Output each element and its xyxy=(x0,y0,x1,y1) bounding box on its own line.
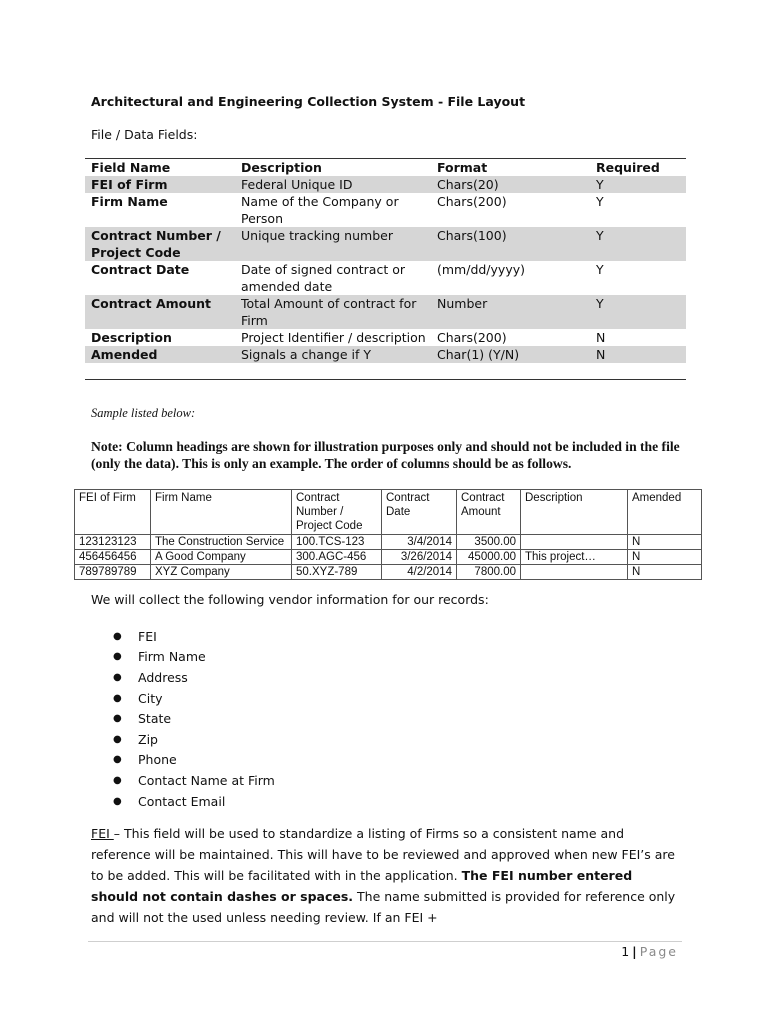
table-row xyxy=(75,565,702,580)
fei-paragraph xyxy=(91,823,681,928)
sample-amended: N xyxy=(628,535,702,550)
field-name: Description xyxy=(91,330,172,345)
note-paragraph: Note: Column headings are shown for illustration purposes only and should not be included in the file (only the data). This is only an example. The order of columns should be as follows. xyxy=(91,439,680,471)
bullet-icon: ● xyxy=(113,713,122,725)
field-layout-table xyxy=(85,158,686,380)
field-required: Y xyxy=(596,177,604,192)
sample-contract-amount: 7800.00 xyxy=(457,565,521,580)
sample-contract-amount: 45000.00 xyxy=(457,550,521,565)
sample-contract-date: 3/4/2014 xyxy=(382,535,457,550)
list-item xyxy=(113,750,275,771)
field-name: Amended xyxy=(91,347,158,362)
sample-header-contract-number: Contract Number / Project Code xyxy=(292,490,382,535)
field-name: FEI of Firm xyxy=(91,177,168,192)
document-title: Architectural and Engineering Collection System - File Layout xyxy=(91,94,526,109)
field-required: Y xyxy=(596,194,604,209)
sample-contract-number: 100.TCS-123 xyxy=(292,535,382,550)
sample-fei: 123123123 xyxy=(75,535,151,550)
field-name: Contract Date xyxy=(91,262,190,277)
field-name: Contract Number / Project Code xyxy=(91,228,221,260)
list-item-label: Phone xyxy=(138,752,177,768)
list-item-label: Contact Name at Firm xyxy=(138,772,275,788)
table-row xyxy=(85,346,686,363)
list-item xyxy=(113,667,275,688)
bullet-icon: ● xyxy=(113,774,122,786)
field-required: N xyxy=(596,330,606,345)
field-format: Number xyxy=(437,296,488,311)
list-item-label: Firm Name xyxy=(138,649,206,665)
header-description: Description xyxy=(241,160,322,175)
page-label: Page xyxy=(639,944,678,959)
field-description: Total Amount of contract for Firm xyxy=(241,296,417,328)
sample-firm-name: The Construction Service xyxy=(151,535,292,550)
fields-heading: File / Data Fields: xyxy=(91,127,198,142)
field-description: Signals a change if Y xyxy=(241,347,371,362)
page-footer xyxy=(621,944,678,959)
fei-text-1: – This field will be used to standardize a listing of Firms so a consistent name and reference will be maintained. This will have to be reviewed and approved when new FEI’s are to be added. This will be facilitated with in the application. xyxy=(91,826,675,883)
table-row xyxy=(85,193,686,227)
field-required: Y xyxy=(596,262,604,277)
sample-header-contract-amount: Contract Amount xyxy=(457,490,521,535)
bullet-icon: ● xyxy=(113,651,122,663)
list-item xyxy=(113,770,275,791)
fei-text-2: The name submitted is provided for reference only and will not the used unless needing review. If an FEI + xyxy=(91,889,676,925)
field-description: Project Identifier / description xyxy=(241,330,426,345)
sample-table xyxy=(74,489,702,580)
field-description: Unique tracking number xyxy=(241,228,393,243)
field-name: Contract Amount xyxy=(91,296,212,311)
page-separator: | xyxy=(632,944,637,959)
field-description: Federal Unique ID xyxy=(241,177,353,192)
list-item-label: City xyxy=(138,690,163,706)
table-row xyxy=(85,261,686,295)
list-item xyxy=(113,708,275,729)
table-row xyxy=(75,550,702,565)
field-format: (mm/dd/yyyy) xyxy=(437,262,525,277)
header-required: Required xyxy=(596,160,660,175)
sample-firm-name: A Good Company xyxy=(151,550,292,565)
list-item xyxy=(113,729,275,750)
field-format: Chars(100) xyxy=(437,228,507,243)
bullet-icon: ● xyxy=(113,795,122,807)
sample-header-description: Description xyxy=(521,490,628,535)
bullet-icon: ● xyxy=(113,671,122,683)
bullet-icon: ● xyxy=(113,754,122,766)
sample-description: This project… xyxy=(521,550,628,565)
field-required: N xyxy=(596,347,606,362)
field-format: Char(1) (Y/N) xyxy=(437,347,520,362)
sample-firm-name: XYZ Company xyxy=(151,565,292,580)
sample-contract-date: 4/2/2014 xyxy=(382,565,457,580)
sample-contract-date: 3/26/2014 xyxy=(382,550,457,565)
field-required: Y xyxy=(596,228,604,243)
field-description: Date of signed contract or amended date xyxy=(241,262,405,294)
list-item-label: State xyxy=(138,711,172,727)
sample-header-amended: Amended xyxy=(628,490,702,535)
sample-contract-number: 300.AGC-456 xyxy=(292,550,382,565)
sample-description xyxy=(521,535,628,550)
fei-term: FEI xyxy=(91,826,114,841)
sample-header-contract-date: Contract Date xyxy=(382,490,457,535)
sample-fei: 456456456 xyxy=(75,550,151,565)
list-item-label: FEI xyxy=(138,628,157,644)
sample-description xyxy=(521,565,628,580)
list-item-label: Contact Email xyxy=(138,793,226,809)
sample-contract-number: 50.XYZ-789 xyxy=(292,565,382,580)
fei-bold-rule: The FEI number entered should not contain dashes or spaces. xyxy=(91,868,633,904)
table-row xyxy=(85,329,686,346)
bullet-icon: ● xyxy=(113,630,122,642)
list-item-label: Address xyxy=(138,669,188,685)
bullet-icon: ● xyxy=(113,692,122,704)
field-name: Firm Name xyxy=(91,194,168,209)
list-item-label: Zip xyxy=(138,731,158,747)
page-number: 1 xyxy=(621,944,630,959)
table-row xyxy=(75,535,702,550)
list-item xyxy=(113,647,275,668)
sample-amended: N xyxy=(628,565,702,580)
sample-contract-amount: 3500.00 xyxy=(457,535,521,550)
list-item xyxy=(113,688,275,709)
table-row xyxy=(85,227,686,261)
list-item xyxy=(113,791,275,812)
sample-amended: N xyxy=(628,550,702,565)
field-format: Chars(20) xyxy=(437,177,499,192)
table-row xyxy=(85,176,686,193)
field-format: Chars(200) xyxy=(437,330,507,345)
field-description: Name of the Company or Person xyxy=(241,194,399,226)
sample-header-fei: FEI of Firm xyxy=(75,490,151,535)
field-required: Y xyxy=(596,296,604,311)
header-field-name: Field Name xyxy=(91,160,171,175)
field-table-header-row xyxy=(85,159,686,176)
list-item xyxy=(113,626,275,647)
sample-fei: 789789789 xyxy=(75,565,151,580)
sample-table-header-row xyxy=(75,490,702,535)
header-format: Format xyxy=(437,160,488,175)
table-row xyxy=(85,295,686,329)
sample-note: Sample listed below: xyxy=(91,406,196,420)
table-bottom-spacer xyxy=(85,363,686,379)
sample-header-firm-name: Firm Name xyxy=(151,490,292,535)
vendor-intro: We will collect the following vendor information for our records: xyxy=(91,592,489,607)
vendor-info-list xyxy=(113,626,275,811)
footer-divider xyxy=(88,941,682,942)
field-format: Chars(200) xyxy=(437,194,507,209)
bullet-icon: ● xyxy=(113,733,122,745)
